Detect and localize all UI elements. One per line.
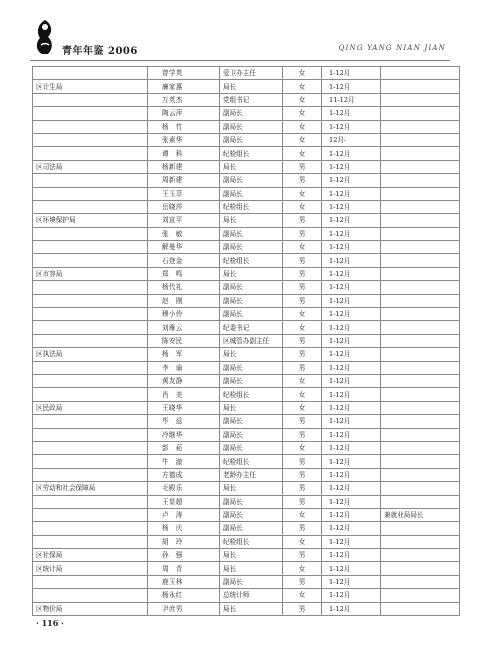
term-cell: 1-12月 bbox=[322, 80, 381, 93]
remark-cell bbox=[381, 535, 460, 548]
gender-cell: 男 bbox=[283, 415, 322, 428]
department-cell bbox=[33, 415, 148, 428]
position-cell: 局长 bbox=[220, 80, 283, 93]
term-cell: 1-12月 bbox=[322, 549, 381, 562]
remark-cell bbox=[381, 227, 460, 240]
name-cell: 周新建 bbox=[148, 174, 220, 187]
term-cell: 1-12月 bbox=[322, 415, 381, 428]
remark-cell bbox=[381, 562, 460, 575]
position-cell: 局长 bbox=[220, 602, 283, 615]
table-row bbox=[33, 374, 460, 387]
position-cell: 纪检组长 bbox=[220, 535, 283, 548]
remark-cell bbox=[381, 401, 460, 414]
department-cell bbox=[33, 120, 148, 133]
table-row bbox=[33, 281, 460, 294]
gender-cell: 男 bbox=[283, 455, 322, 468]
yearbook-pinyin: QING YANG NIAN JIAN bbox=[338, 44, 446, 52]
position-cell: 副局长 bbox=[220, 441, 283, 454]
department-cell bbox=[33, 495, 148, 508]
name-cell: 陈安民 bbox=[148, 334, 220, 347]
term-cell: 1-12月 bbox=[322, 67, 381, 80]
gender-cell: 男 bbox=[283, 495, 322, 508]
position-cell: 副局长 bbox=[220, 575, 283, 588]
remark-cell bbox=[381, 361, 460, 374]
table-row bbox=[33, 401, 460, 414]
name-cell: 杨 竹 bbox=[148, 120, 220, 133]
position-cell: 总统计师 bbox=[220, 589, 283, 602]
term-cell: 1-12月 bbox=[322, 535, 381, 548]
table-row bbox=[33, 80, 460, 93]
name-cell: 王玉萃 bbox=[148, 187, 220, 200]
department-cell bbox=[33, 388, 148, 401]
term-cell: 1-12月 bbox=[322, 294, 381, 307]
position-cell: 局长 bbox=[220, 562, 283, 575]
remark-cell: 兼就业局局长 bbox=[381, 508, 460, 521]
table-row bbox=[33, 187, 460, 200]
table-row bbox=[33, 415, 460, 428]
table-row bbox=[33, 200, 460, 213]
term-cell: 1-12月 bbox=[322, 589, 381, 602]
gender-cell: 女 bbox=[283, 308, 322, 321]
term-cell: 1-12月 bbox=[322, 602, 381, 615]
department-cell bbox=[33, 67, 148, 80]
name-cell: 王显超 bbox=[148, 495, 220, 508]
table-row bbox=[33, 468, 460, 481]
gender-cell: 女 bbox=[283, 241, 322, 254]
gender-cell: 女 bbox=[283, 187, 322, 200]
department-cell bbox=[33, 294, 148, 307]
term-cell: 1-12月 bbox=[322, 160, 381, 173]
remark-cell bbox=[381, 321, 460, 334]
department-cell bbox=[33, 441, 148, 454]
remark-cell bbox=[381, 415, 460, 428]
gender-cell: 男 bbox=[283, 348, 322, 361]
term-cell: 1-12月 bbox=[322, 562, 381, 575]
term-cell: 1-12月 bbox=[322, 575, 381, 588]
table-row bbox=[33, 308, 460, 321]
term-cell: 1-12月 bbox=[322, 267, 381, 280]
officials-table-body bbox=[33, 67, 460, 616]
position-cell: 党组书记 bbox=[220, 93, 283, 106]
department-cell bbox=[33, 281, 148, 294]
department-cell bbox=[33, 147, 148, 160]
position-cell: 副局长 bbox=[220, 428, 283, 441]
table-row bbox=[33, 482, 460, 495]
name-cell: 刘雁云 bbox=[148, 321, 220, 334]
term-cell: 1-12月 bbox=[322, 441, 381, 454]
term-cell: 1-12月 bbox=[322, 214, 381, 227]
remark-cell bbox=[381, 80, 460, 93]
department-cell bbox=[33, 428, 148, 441]
gender-cell: 女 bbox=[283, 535, 322, 548]
remark-cell bbox=[381, 468, 460, 481]
page-number: · 116 · bbox=[36, 618, 64, 628]
table-row bbox=[33, 214, 460, 227]
remark-cell bbox=[381, 93, 460, 106]
remark-cell bbox=[381, 160, 460, 173]
table-row bbox=[33, 455, 460, 468]
remark-cell bbox=[381, 334, 460, 347]
name-cell: 李 谕 bbox=[148, 361, 220, 374]
term-cell: 1-12月 bbox=[322, 482, 381, 495]
table-row bbox=[33, 589, 460, 602]
remark-cell bbox=[381, 482, 460, 495]
header-divider bbox=[30, 60, 450, 61]
table-row bbox=[33, 227, 460, 240]
gender-cell: 女 bbox=[283, 200, 322, 213]
name-cell: 陶云萍 bbox=[148, 107, 220, 120]
department-cell bbox=[33, 468, 148, 481]
position-cell: 副局长 bbox=[220, 281, 283, 294]
department-cell bbox=[33, 200, 148, 213]
department-cell bbox=[33, 254, 148, 267]
remark-cell bbox=[381, 589, 460, 602]
page-header bbox=[30, 18, 450, 60]
position-cell: 局长 bbox=[220, 549, 283, 562]
gender-cell: 男 bbox=[283, 160, 322, 173]
position-cell: 副局长 bbox=[220, 308, 283, 321]
name-cell: 周 青 bbox=[148, 562, 220, 575]
term-cell: 1-12月 bbox=[322, 281, 381, 294]
remark-cell bbox=[381, 174, 460, 187]
name-cell: 肖 美 bbox=[148, 388, 220, 401]
position-cell: 副局长 bbox=[220, 227, 283, 240]
table-row bbox=[33, 535, 460, 548]
gender-cell: 女 bbox=[283, 401, 322, 414]
term-cell: 1-12月 bbox=[322, 468, 381, 481]
table-row bbox=[33, 388, 460, 401]
name-cell: 尹庶男 bbox=[148, 602, 220, 615]
table-row bbox=[33, 147, 460, 160]
table-row bbox=[33, 361, 460, 374]
remark-cell bbox=[381, 428, 460, 441]
gender-cell: 男 bbox=[283, 549, 322, 562]
department-cell bbox=[33, 321, 148, 334]
gender-cell: 女 bbox=[283, 80, 322, 93]
remark-cell bbox=[381, 67, 460, 80]
department-cell: 区统计局 bbox=[33, 562, 148, 575]
gender-cell: 男 bbox=[283, 267, 322, 280]
position-cell: 局长 bbox=[220, 482, 283, 495]
department-cell: 区市容局 bbox=[33, 267, 148, 280]
remark-cell bbox=[381, 241, 460, 254]
position-cell: 局长 bbox=[220, 401, 283, 414]
table-row bbox=[33, 334, 460, 347]
gender-cell: 女 bbox=[283, 589, 322, 602]
remark-cell bbox=[381, 388, 460, 401]
position-cell: 局长 bbox=[220, 267, 283, 280]
position-cell: 纪检组长 bbox=[220, 388, 283, 401]
gender-cell: 男 bbox=[283, 522, 322, 535]
name-cell: 刘宣平 bbox=[148, 214, 220, 227]
gender-cell: 男 bbox=[283, 428, 322, 441]
term-cell: 1-12月 bbox=[322, 334, 381, 347]
term-cell: 1-12月 bbox=[322, 187, 381, 200]
remark-cell bbox=[381, 522, 460, 535]
remark-cell bbox=[381, 133, 460, 146]
table-row bbox=[33, 508, 460, 521]
name-cell: 穆小伶 bbox=[148, 308, 220, 321]
name-cell: 张素华 bbox=[148, 133, 220, 146]
gender-cell: 女 bbox=[283, 374, 322, 387]
remark-cell bbox=[381, 455, 460, 468]
term-cell: 1-12月 bbox=[322, 522, 381, 535]
remark-cell bbox=[381, 602, 460, 615]
department-cell: 区司法局 bbox=[33, 160, 148, 173]
position-cell: 区城管办副主任 bbox=[220, 334, 283, 347]
position-cell: 副局长 bbox=[220, 522, 283, 535]
department-cell: 区劳动和社会保障局 bbox=[33, 482, 148, 495]
name-cell: 廉家惠 bbox=[148, 80, 220, 93]
position-cell: 副局长 bbox=[220, 294, 283, 307]
department-cell bbox=[33, 93, 148, 106]
department-cell: 区环境保护局 bbox=[33, 214, 148, 227]
department-cell bbox=[33, 455, 148, 468]
department-cell bbox=[33, 241, 148, 254]
department-cell bbox=[33, 174, 148, 187]
remark-cell bbox=[381, 267, 460, 280]
remark-cell bbox=[381, 147, 460, 160]
term-cell: 1-12月 bbox=[322, 321, 381, 334]
term-cell: 1-12月 bbox=[322, 200, 381, 213]
name-cell: 石登金 bbox=[148, 254, 220, 267]
gender-cell: 男 bbox=[283, 575, 322, 588]
term-cell: 12月- bbox=[322, 133, 381, 146]
name-cell: 杨 庆 bbox=[148, 522, 220, 535]
remark-cell bbox=[381, 308, 460, 321]
table-row bbox=[33, 267, 460, 280]
table-row bbox=[33, 575, 460, 588]
department-cell bbox=[33, 227, 148, 240]
name-cell: 岳晓莎 bbox=[148, 200, 220, 213]
table-row bbox=[33, 495, 460, 508]
remark-cell bbox=[381, 254, 460, 267]
name-cell: 毛殿乐 bbox=[148, 482, 220, 495]
department-cell bbox=[33, 535, 148, 548]
term-cell: 1-12月 bbox=[322, 401, 381, 414]
gender-cell: 男 bbox=[283, 254, 322, 267]
gender-cell: 女 bbox=[283, 508, 322, 521]
gender-cell: 男 bbox=[283, 294, 322, 307]
position-cell: 副局长 bbox=[220, 120, 283, 133]
name-cell: 卢 涛 bbox=[148, 508, 220, 521]
name-cell: 杨永红 bbox=[148, 589, 220, 602]
name-cell: 牛 澈 bbox=[148, 455, 220, 468]
term-cell: 1-12月 bbox=[322, 254, 381, 267]
gender-cell: 女 bbox=[283, 562, 322, 575]
department-cell bbox=[33, 374, 148, 387]
term-cell: 1-12月 bbox=[322, 374, 381, 387]
gender-cell: 女 bbox=[283, 133, 322, 146]
term-cell: 1-12月 bbox=[322, 495, 381, 508]
department-cell bbox=[33, 522, 148, 535]
term-cell: 1-12月 bbox=[322, 508, 381, 521]
gender-cell: 男 bbox=[283, 361, 322, 374]
term-cell: 1-12月 bbox=[322, 241, 381, 254]
term-cell: 11-12月 bbox=[322, 93, 381, 106]
name-cell: 杨新建 bbox=[148, 160, 220, 173]
position-cell: 副局长 bbox=[220, 415, 283, 428]
table-row bbox=[33, 348, 460, 361]
table-row bbox=[33, 241, 460, 254]
position-cell: 纪委书记 bbox=[220, 321, 283, 334]
term-cell: 1-12月 bbox=[322, 455, 381, 468]
gender-cell: 女 bbox=[283, 107, 322, 120]
name-cell: 冷继华 bbox=[148, 428, 220, 441]
position-cell: 局长 bbox=[220, 214, 283, 227]
position-cell: 副局长 bbox=[220, 241, 283, 254]
department-cell bbox=[33, 334, 148, 347]
table-row bbox=[33, 67, 460, 80]
name-cell: 杨 军 bbox=[148, 348, 220, 361]
term-cell: 1-12月 bbox=[322, 348, 381, 361]
term-cell: 1-12月 bbox=[322, 107, 381, 120]
yearbook-logo-icon bbox=[32, 18, 58, 56]
name-cell: 赵 刚 bbox=[148, 294, 220, 307]
gender-cell: 女 bbox=[283, 388, 322, 401]
position-cell: 副局长 bbox=[220, 174, 283, 187]
name-cell: 黄友静 bbox=[148, 374, 220, 387]
position-cell: 局长 bbox=[220, 348, 283, 361]
term-cell: 1-12月 bbox=[322, 361, 381, 374]
gender-cell: 男 bbox=[283, 281, 322, 294]
name-cell: 张 敏 bbox=[148, 227, 220, 240]
yearbook-title: 青年年鉴 2006 bbox=[62, 46, 138, 57]
position-cell: 副局长 bbox=[220, 508, 283, 521]
name-cell: 谭 科 bbox=[148, 147, 220, 160]
position-cell: 副局长 bbox=[220, 495, 283, 508]
name-cell: 万英杰 bbox=[148, 93, 220, 106]
remark-cell bbox=[381, 187, 460, 200]
name-cell: 毕 兹 bbox=[148, 415, 220, 428]
department-cell: 区社保局 bbox=[33, 549, 148, 562]
remark-cell bbox=[381, 200, 460, 213]
position-cell: 纪检组长 bbox=[220, 147, 283, 160]
table-row bbox=[33, 254, 460, 267]
remark-cell bbox=[381, 214, 460, 227]
gender-cell: 男 bbox=[283, 602, 322, 615]
name-cell: 彭 菘 bbox=[148, 441, 220, 454]
position-cell: 副局长 bbox=[220, 187, 283, 200]
department-cell bbox=[33, 187, 148, 200]
name-cell: 王晓华 bbox=[148, 401, 220, 414]
officials-table bbox=[32, 66, 460, 616]
department-cell bbox=[33, 107, 148, 120]
department-cell: 区计生局 bbox=[33, 80, 148, 93]
gender-cell: 女 bbox=[283, 441, 322, 454]
position-cell: 局长 bbox=[220, 160, 283, 173]
table-row bbox=[33, 174, 460, 187]
position-cell: 老龄办主任 bbox=[220, 468, 283, 481]
name-cell: 曾学英 bbox=[148, 67, 220, 80]
position-cell: 副局长 bbox=[220, 133, 283, 146]
gender-cell: 男 bbox=[283, 334, 322, 347]
table-row bbox=[33, 294, 460, 307]
remark-cell bbox=[381, 575, 460, 588]
table-row bbox=[33, 321, 460, 334]
table-row bbox=[33, 522, 460, 535]
term-cell: 1-12月 bbox=[322, 428, 381, 441]
table-row bbox=[33, 93, 460, 106]
gender-cell: 男 bbox=[283, 468, 322, 481]
name-cell: 郑 鸣 bbox=[148, 267, 220, 280]
term-cell: 1-12月 bbox=[322, 147, 381, 160]
department-cell bbox=[33, 589, 148, 602]
name-cell: 解曼华 bbox=[148, 241, 220, 254]
position-cell: 爱卫办主任 bbox=[220, 67, 283, 80]
gender-cell: 女 bbox=[283, 67, 322, 80]
position-cell: 纪检组长 bbox=[220, 200, 283, 213]
gender-cell: 男 bbox=[283, 482, 322, 495]
gender-cell: 女 bbox=[283, 120, 322, 133]
remark-cell bbox=[381, 549, 460, 562]
table-row bbox=[33, 107, 460, 120]
gender-cell: 男 bbox=[283, 227, 322, 240]
name-cell: 鹿玉林 bbox=[148, 575, 220, 588]
table-row bbox=[33, 133, 460, 146]
table-row bbox=[33, 549, 460, 562]
position-cell: 副局长 bbox=[220, 107, 283, 120]
position-cell: 副局长 bbox=[220, 361, 283, 374]
position-cell: 副局长 bbox=[220, 374, 283, 387]
remark-cell bbox=[381, 348, 460, 361]
name-cell: 胡 玲 bbox=[148, 535, 220, 548]
department-cell bbox=[33, 361, 148, 374]
gender-cell: 女 bbox=[283, 93, 322, 106]
remark-cell bbox=[381, 107, 460, 120]
gender-cell: 男 bbox=[283, 214, 322, 227]
term-cell: 1-12月 bbox=[322, 174, 381, 187]
table-row bbox=[33, 602, 460, 615]
gender-cell: 女 bbox=[283, 321, 322, 334]
gender-cell: 女 bbox=[283, 147, 322, 160]
term-cell: 1-12月 bbox=[322, 308, 381, 321]
name-cell: 杨代礼 bbox=[148, 281, 220, 294]
department-cell bbox=[33, 508, 148, 521]
remark-cell bbox=[381, 495, 460, 508]
gender-cell: 男 bbox=[283, 174, 322, 187]
remark-cell bbox=[381, 374, 460, 387]
table-row bbox=[33, 441, 460, 454]
term-cell: 1-12月 bbox=[322, 120, 381, 133]
remark-cell bbox=[381, 120, 460, 133]
table-row bbox=[33, 120, 460, 133]
remark-cell bbox=[381, 281, 460, 294]
table-row bbox=[33, 562, 460, 575]
department-cell: 区物价局 bbox=[33, 602, 148, 615]
table-row bbox=[33, 428, 460, 441]
position-cell: 纪检组长 bbox=[220, 455, 283, 468]
remark-cell bbox=[381, 441, 460, 454]
remark-cell bbox=[381, 294, 460, 307]
department-cell bbox=[33, 575, 148, 588]
term-cell: 1-12月 bbox=[322, 388, 381, 401]
department-cell: 区民政局 bbox=[33, 401, 148, 414]
table-row bbox=[33, 160, 460, 173]
department-cell bbox=[33, 308, 148, 321]
name-cell: 方德成 bbox=[148, 468, 220, 481]
term-cell: 1-12月 bbox=[322, 227, 381, 240]
position-cell: 纪检组长 bbox=[220, 254, 283, 267]
name-cell: 孙 强 bbox=[148, 549, 220, 562]
department-cell bbox=[33, 133, 148, 146]
department-cell: 区执法局 bbox=[33, 348, 148, 361]
